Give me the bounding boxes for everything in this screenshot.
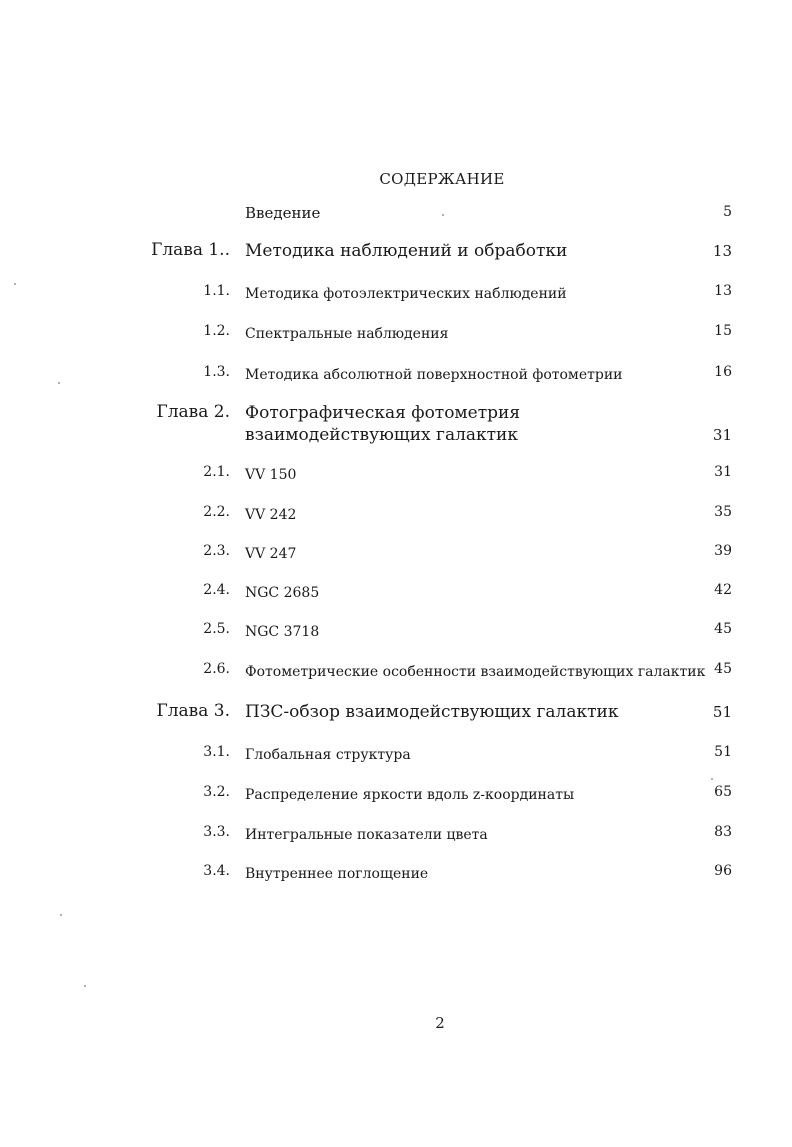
toc-entry-label: 3.4. xyxy=(203,863,230,879)
toc-entry-page: 45 xyxy=(714,661,732,677)
toc-entry-label: Глава 3. xyxy=(156,701,230,721)
scan-speck xyxy=(14,283,16,285)
toc-entry-title: NGC 3718 xyxy=(245,624,320,640)
scan-speck xyxy=(442,214,444,216)
toc-entry-page: 31 xyxy=(712,426,732,444)
toc-entry-label: 1.1. xyxy=(203,283,230,299)
toc-entry-page: 35 xyxy=(714,504,732,520)
toc-entry-label: 2.2. xyxy=(203,504,230,520)
toc-entry-title: Методика наблюдений и обработки xyxy=(245,241,568,261)
toc-entry-page: 16 xyxy=(714,364,732,380)
toc-entry-title: VV 242 xyxy=(245,507,297,523)
toc-entry-label: 3.2. xyxy=(203,784,230,800)
toc-entry-title: NGC 2685 xyxy=(245,585,320,601)
toc-entry-page: 96 xyxy=(714,863,732,879)
toc-entry-page: 83 xyxy=(714,824,732,840)
toc-entry-page: 39 xyxy=(714,543,732,559)
toc-entry-label: Глава 2. xyxy=(156,402,230,422)
toc-entry-title: Интегральные показатели цвета xyxy=(245,827,488,843)
toc-entry-page: 13 xyxy=(714,283,732,299)
toc-entry-title: Распределение яркости вдоль z-координаты xyxy=(245,787,575,803)
toc-entry-title: VV 150 xyxy=(245,467,297,483)
toc-entry-title: Методика абсолютной поверхностной фотометрии xyxy=(245,367,623,383)
toc-entry-page: 51 xyxy=(714,744,732,760)
toc-entry-page: 42 xyxy=(714,582,732,598)
toc-entry-label: Глава 1.. xyxy=(151,240,230,260)
toc-entry-page: 45 xyxy=(714,621,732,637)
toc-entry-title: ПЗС-обзор взаимодействующих галактик xyxy=(245,702,619,722)
scan-speck xyxy=(58,382,60,384)
toc-entry-title: Спектральные наблюдения xyxy=(245,326,449,342)
toc-entry-label: 2.6. xyxy=(203,661,230,677)
scan-speck xyxy=(60,914,62,916)
toc-entry-page: 31 xyxy=(714,464,732,480)
page-title: СОДЕРЖАНИЕ xyxy=(379,170,505,188)
page-number: 2 xyxy=(435,1014,445,1032)
toc-entry-page: 5 xyxy=(723,204,732,220)
toc-entry-title: Глобальная структура xyxy=(245,747,411,763)
toc-entry-title: Фотометрические особенности взаимодействующих галактик xyxy=(245,664,706,680)
toc-entry-page: 51 xyxy=(712,703,732,721)
toc-entry-label: 2.4. xyxy=(203,582,230,598)
toc-entry-label: 3.3. xyxy=(203,824,230,840)
toc-entry-title: Внутреннее поглощение xyxy=(245,866,429,882)
scan-speck xyxy=(84,985,86,987)
toc-entry-label: 2.5. xyxy=(203,621,230,637)
toc-entry-label: 3.1. xyxy=(203,744,230,760)
toc-entry-page: 15 xyxy=(714,323,732,339)
toc-entry-page: 13 xyxy=(712,242,732,260)
toc-entry-label: 2.3. xyxy=(203,543,230,559)
toc-entry-page: 65 xyxy=(714,784,732,800)
toc-entry-title: VV 247 xyxy=(245,546,297,562)
toc-entry-label: 1.2. xyxy=(203,323,230,339)
toc-entry-title: Методика фотоэлектрических наблюдений xyxy=(245,286,567,302)
toc-entry-title: Фотографическая фотометрия взаимодействующих галактик xyxy=(245,403,521,445)
scan-speck xyxy=(711,778,713,780)
toc-entry-label: 1.3. xyxy=(203,364,230,380)
toc-entry-title: Введение xyxy=(245,204,321,222)
toc-entry-label: 2.1. xyxy=(203,464,230,480)
